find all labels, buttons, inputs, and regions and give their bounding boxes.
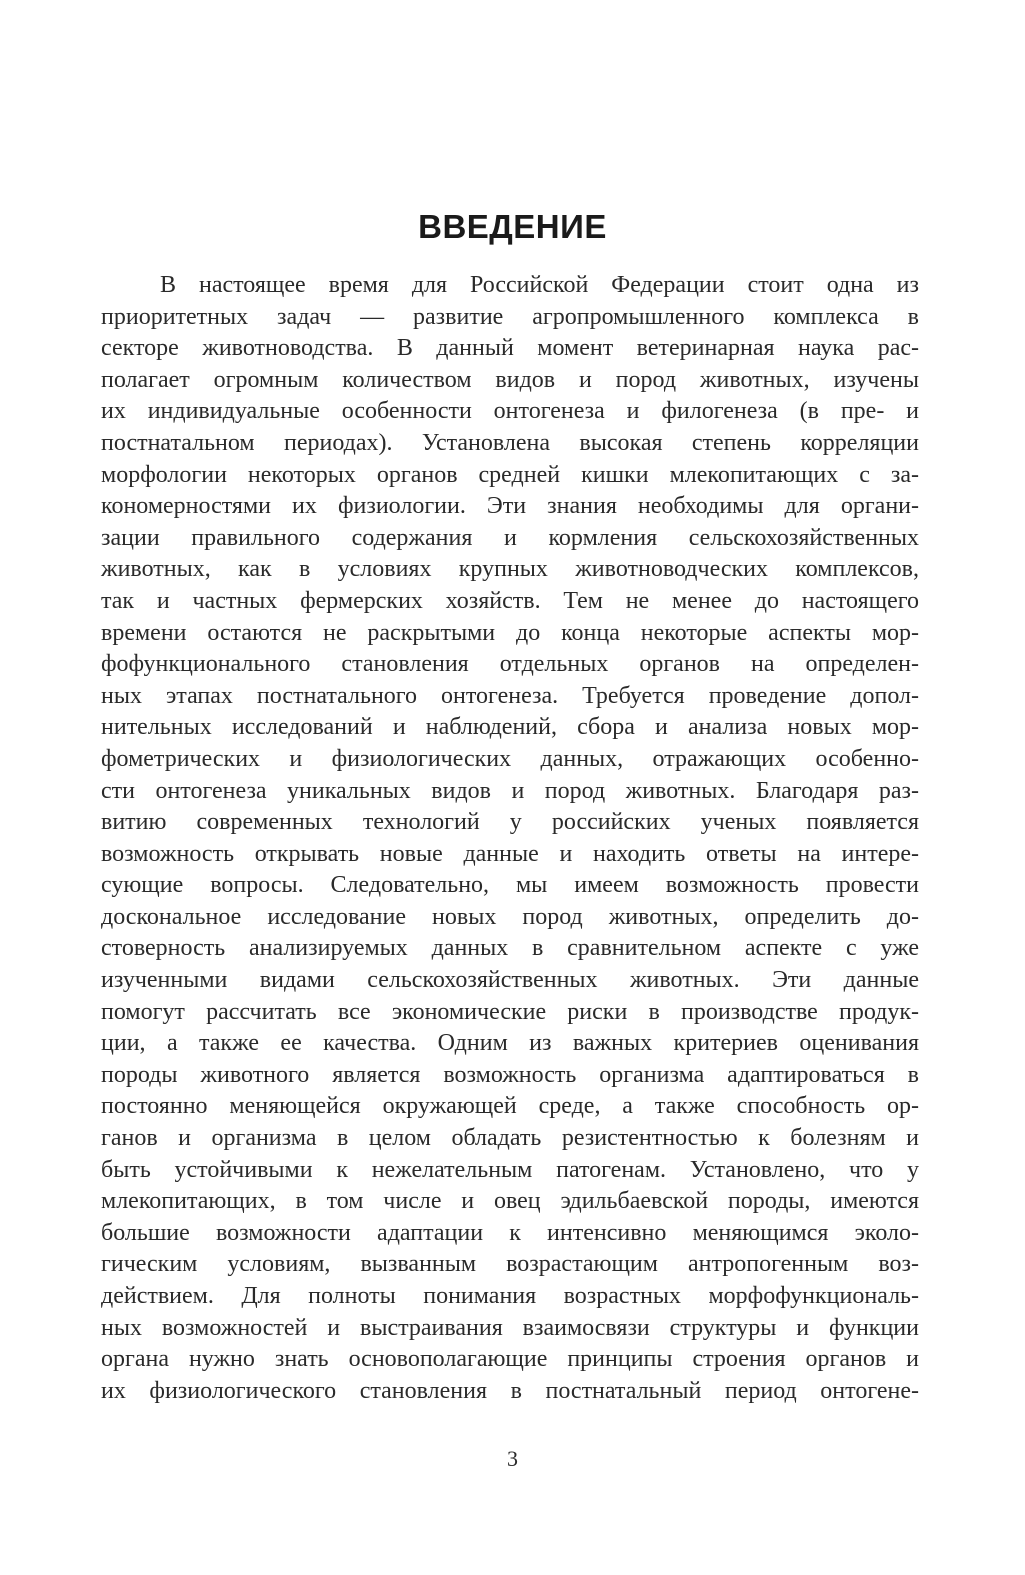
text-line: действием. Для полноты понимания возрастных морфофункциональ- (101, 1283, 919, 1309)
text-line: ции, а также ее качества. Одним из важных критериев оценивания (101, 1030, 919, 1057)
text-line: ных этапах постнатального онтогенеза. Требуется проведение допол- (101, 682, 919, 709)
text-line: сующие вопросы. Следовательно, мы имеем возможность провести (101, 872, 919, 899)
text-line: постнатальном периодах). Установлена высокая степень корреляции (101, 429, 919, 456)
text-line: времени остаются не раскрытыми до конца некоторые аспекты мор- (101, 619, 919, 646)
page-number: 3 (507, 1446, 518, 1471)
text-line: гическим условиям, вызванным возрастающим антропогенным воз- (101, 1251, 919, 1278)
text-line: секторе животноводства. В данный момент ветеринарная наука рас- (101, 335, 919, 362)
text-line: их индивидуальные особенности онтогенеза и филогенеза (в пре- и (101, 398, 919, 425)
text-line: животных, как в условиях крупных животноводческих комплексов, (101, 556, 919, 583)
text-line: изученными видами сельскохозяйственных животных. Эти данные (101, 967, 919, 994)
text-line: зации правильного содержания и кормления сельскохозяйственных (101, 524, 919, 551)
text-line: В настоящее время для Российской Федерации стоит одна из (160, 272, 919, 298)
text-line: постоянно меняющейся окружающей среде, а также способность ор- (101, 1093, 919, 1120)
text-line: сти онтогенеза уникальных видов и пород животных. Благодаря раз- (101, 777, 919, 804)
text-line: возможность открывать новые данные и находить ответы на интере- (101, 840, 919, 867)
text-line: морфологии некоторых органов средней кишки млекопитающих с за- (101, 461, 919, 488)
text-line: быть устойчивыми к нежелательным патогенам. Установлено, что у (101, 1156, 919, 1183)
text-line: их физиологического становления в постнатальный период онтогене- (101, 1377, 919, 1404)
text-line: приоритетных задач — развитие агропромышленного комплекса в (101, 303, 919, 330)
text-line: так и частных фермерских хозяйств. Тем не менее до настоящего (101, 587, 919, 614)
text-line: фометрических и физиологических данных, отражающих особенно- (101, 745, 919, 772)
text-line: органа нужно знать основополагающие принципы строения органов и (101, 1346, 919, 1373)
text-line: ганов и организма в целом обладать резистентностью к болезням и (101, 1125, 919, 1152)
text-line: доскональное исследование новых пород животных, определить до- (101, 903, 919, 930)
introduction-paragraph (101, 270, 919, 1407)
page-title: ВВЕДЕНИЕ (418, 208, 607, 245)
text-line: большие возможности адаптации к интенсивно меняющимся эколо- (101, 1219, 919, 1246)
text-line: породы животного является возможность организма адаптироваться в (101, 1061, 919, 1088)
text-line: фофункционального становления отдельных органов на определен- (101, 651, 919, 678)
text-line: нительных исследований и наблюдений, сбора и анализа новых мор- (101, 714, 919, 741)
text-line: полагает огромным количеством видов и пород животных, изучены (101, 366, 919, 393)
text-line: кономерностями их физиологии. Эти знания необходимы для органи- (101, 493, 919, 520)
text-line: ных возможностей и выстраивания взаимосвязи структуры и функции (101, 1314, 919, 1341)
text-line: витию современных технологий у российских ученых появляется (101, 809, 919, 836)
text-line: млекопитающих, в том числе и овец эдильбаевской породы, имеются (101, 1188, 919, 1215)
text-line: помогут рассчитать все экономические риски в производстве продук- (101, 998, 919, 1025)
text-line: стоверность анализируемых данных в сравнительном аспекте с уже (101, 935, 919, 962)
